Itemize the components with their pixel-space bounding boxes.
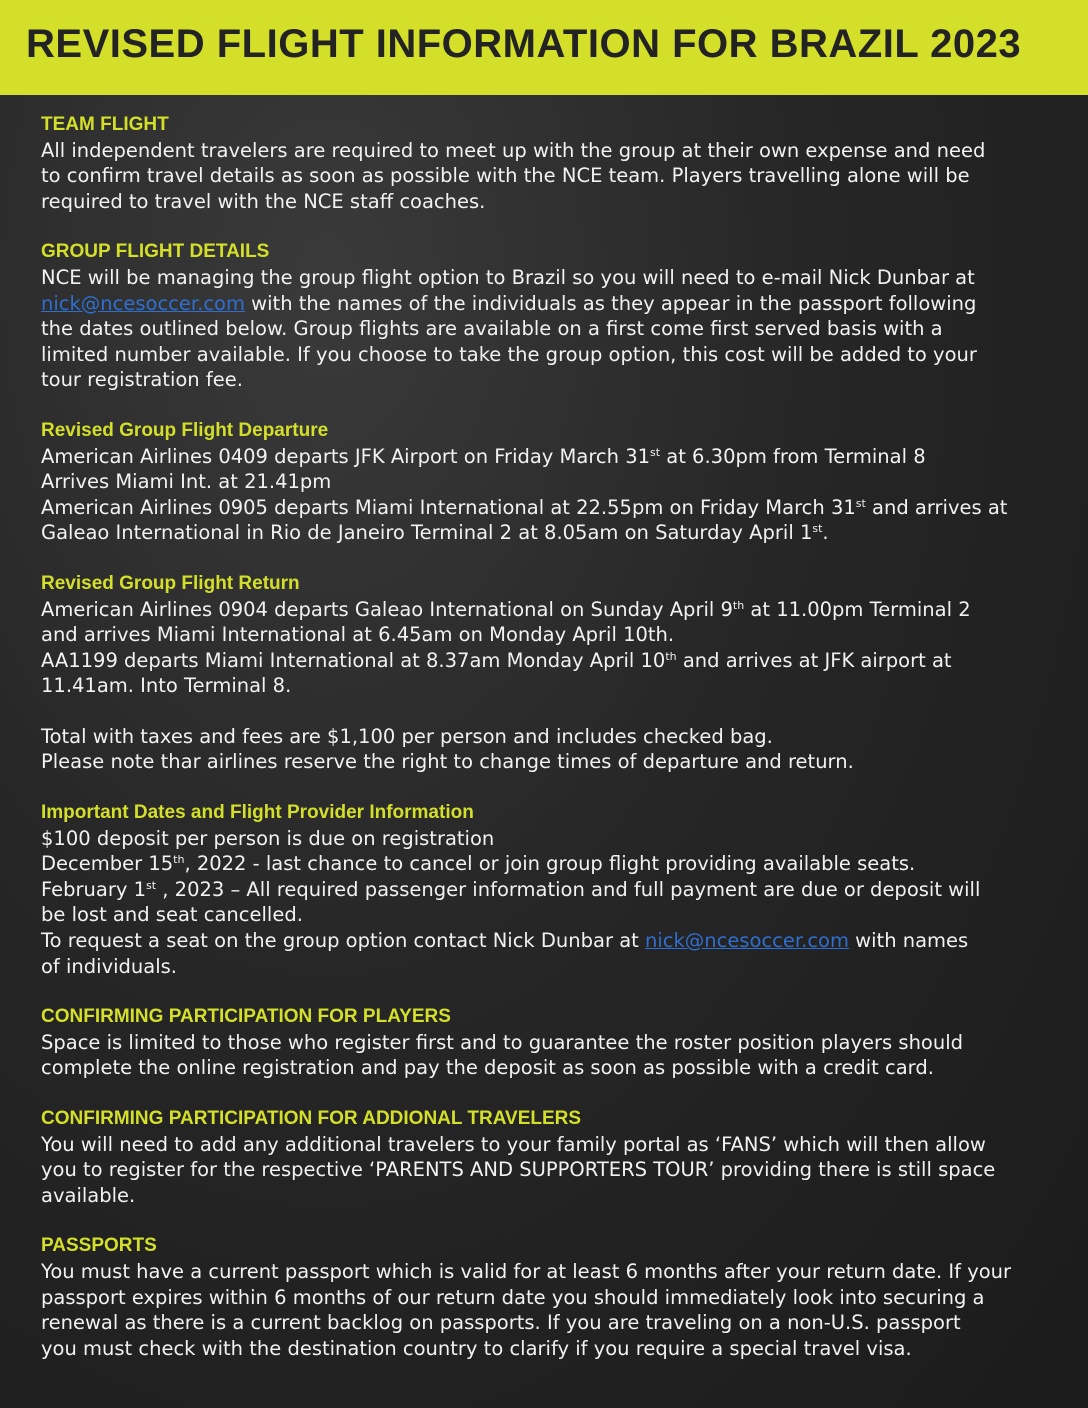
important-dates-line: be lost and seat cancelled. — [41, 903, 303, 927]
team-flight-line: All independent travelers are required to meet up with the group at their own expense and need — [41, 138, 986, 162]
passports-line: You must have a current passport which is valid for at least 6 months after your return date. If your — [41, 1259, 1012, 1283]
players-section — [41, 1004, 1056, 1081]
group-flight-line-text: with the names of the individuals as they appear in the passport following — [244, 291, 977, 315]
ordinal-suffix: st — [146, 878, 157, 892]
group-flight-line: tour registration fee. — [41, 368, 243, 392]
travelers-line: available. — [41, 1183, 136, 1207]
title-banner — [0, 0, 1088, 95]
ordinal-suffix: st — [855, 496, 866, 510]
important-dates-line: $100 deposit per person is due on registration — [41, 826, 495, 850]
text: February 1 — [41, 877, 147, 901]
departure-line — [41, 495, 1056, 521]
group-flight-line: NCE will be managing the group flight option to Brazil so you will need to e-mail Nick Dunbar at — [41, 265, 975, 289]
travelers-line: You will need to add any additional travelers to your family portal as ‘FANS’ which will then allow — [41, 1132, 986, 1156]
text: December 15 — [41, 852, 174, 876]
text: and arrives at — [865, 495, 1008, 519]
team-flight-heading: TEAM FLIGHT — [41, 114, 169, 135]
departure-section — [41, 418, 1056, 546]
group-flight-details-section — [41, 239, 1056, 393]
return-heading: Revised Group Flight Return — [41, 572, 300, 594]
ordinal-suffix: th — [173, 853, 185, 867]
return-line — [41, 648, 1056, 674]
important-dates-section — [41, 800, 1056, 979]
important-dates-heading: Important Dates and Flight Provider Information — [41, 802, 474, 824]
group-flight-line: the dates outlined below. Group flights are available on a first come first served basis with a — [41, 317, 943, 341]
team-flight-section — [41, 112, 1056, 214]
important-dates-line — [41, 851, 1056, 877]
text: Galeao International in Rio de Janeiro Terminal 2 at 8.05am on Saturday April 1 — [41, 521, 813, 545]
text: American Airlines 0904 departs Galeao International on Sunday April 9 — [41, 597, 733, 621]
travelers-heading: CONFIRMING PARTICIPATION FOR ADDIONAL TRAVELERS — [41, 1108, 582, 1129]
document-body — [41, 112, 1056, 1386]
text: and arrives at JFK airport at — [676, 648, 952, 672]
travelers-section — [41, 1106, 1056, 1208]
ordinal-suffix: th — [732, 598, 745, 612]
totals-line: Total with taxes and fees are $1,100 per person and includes checked bag. — [41, 724, 773, 748]
players-line: Space is limited to those who register first and to guarantee the roster position players should — [41, 1030, 964, 1054]
text: with names — [848, 929, 969, 953]
team-flight-line: required to travel with the NCE staff coaches. — [41, 189, 486, 213]
text: at 11.00pm Terminal 2 — [744, 597, 971, 621]
ordinal-suffix: st — [650, 445, 661, 459]
players-heading: CONFIRMING PARTICIPATION FOR PLAYERS — [41, 1006, 451, 1028]
group-flight-details-heading: GROUP FLIGHT DETAILS — [41, 241, 270, 263]
text: American Airlines 0409 departs JFK Airport on Friday March 31 — [41, 444, 651, 468]
important-dates-line — [41, 928, 1056, 954]
departure-line: Arrives Miami Int. at 21.41pm — [41, 470, 332, 494]
return-line: 11.41am. Into Terminal 8. — [41, 674, 292, 698]
passports-line: passport expires within 6 months of our return date you should immediately look into securing a — [41, 1285, 985, 1309]
ordinal-suffix: st — [812, 522, 823, 536]
passports-section — [41, 1233, 1056, 1361]
text: , 2023 – All required passenger information and full payment are due or deposit will — [156, 877, 981, 901]
group-flight-line: limited number available. If you choose to take the group option, this cost will be added to your — [41, 342, 977, 366]
team-flight-line: to confirm travel details as soon as possible with the NCE team. Players travelling alone will be — [41, 164, 970, 188]
ordinal-suffix: th — [665, 649, 677, 663]
return-line — [41, 597, 1056, 623]
important-dates-line — [41, 877, 1056, 903]
passports-line: renewal as there is a current backlog on passports. If you are traveling on a non-U.S. passport — [41, 1311, 961, 1335]
travelers-line: you to register for the respective ‘PARENTS AND SUPPORTERS TOUR’ providing there is still space — [41, 1158, 996, 1182]
departure-line — [41, 444, 1056, 470]
email-link[interactable]: nick@ncesoccer.com — [645, 929, 849, 953]
return-section — [41, 571, 1056, 699]
text: . — [822, 521, 829, 545]
page-title: REVISED FLIGHT INFORMATION FOR BRAZIL 2023 — [26, 22, 1022, 66]
text: To request a seat on the group option contact Nick Dunbar at — [41, 929, 645, 953]
important-dates-line: of individuals. — [41, 954, 177, 978]
email-link[interactable]: nick@ncesoccer.com — [41, 291, 245, 315]
text: at 6.30pm from Terminal 8 — [660, 444, 926, 468]
passports-heading: PASSPORTS — [41, 1235, 157, 1257]
totals-line: Please note thar airlines reserve the right to change times of departure and return. — [41, 750, 854, 774]
return-line: and arrives Miami International at 6.45am on Monday April 10th. — [41, 623, 675, 647]
players-line: complete the online registration and pay the deposit as soon as possible with a credit card. — [41, 1056, 934, 1080]
text: American Airlines 0905 departs Miami International at 22.55pm on Friday March 31 — [41, 495, 856, 519]
text: , 2022 - last chance to cancel or join group flight providing available seats. — [184, 852, 916, 876]
group-flight-line — [41, 291, 1056, 317]
departure-heading: Revised Group Flight Departure — [41, 419, 329, 441]
text: AA1199 departs Miami International at 8.37am Monday April 10 — [41, 648, 666, 672]
departure-line — [41, 520, 1056, 546]
passports-line: you must check with the destination country to clarify if you require a special travel visa. — [41, 1336, 912, 1360]
totals-section — [41, 724, 1056, 775]
